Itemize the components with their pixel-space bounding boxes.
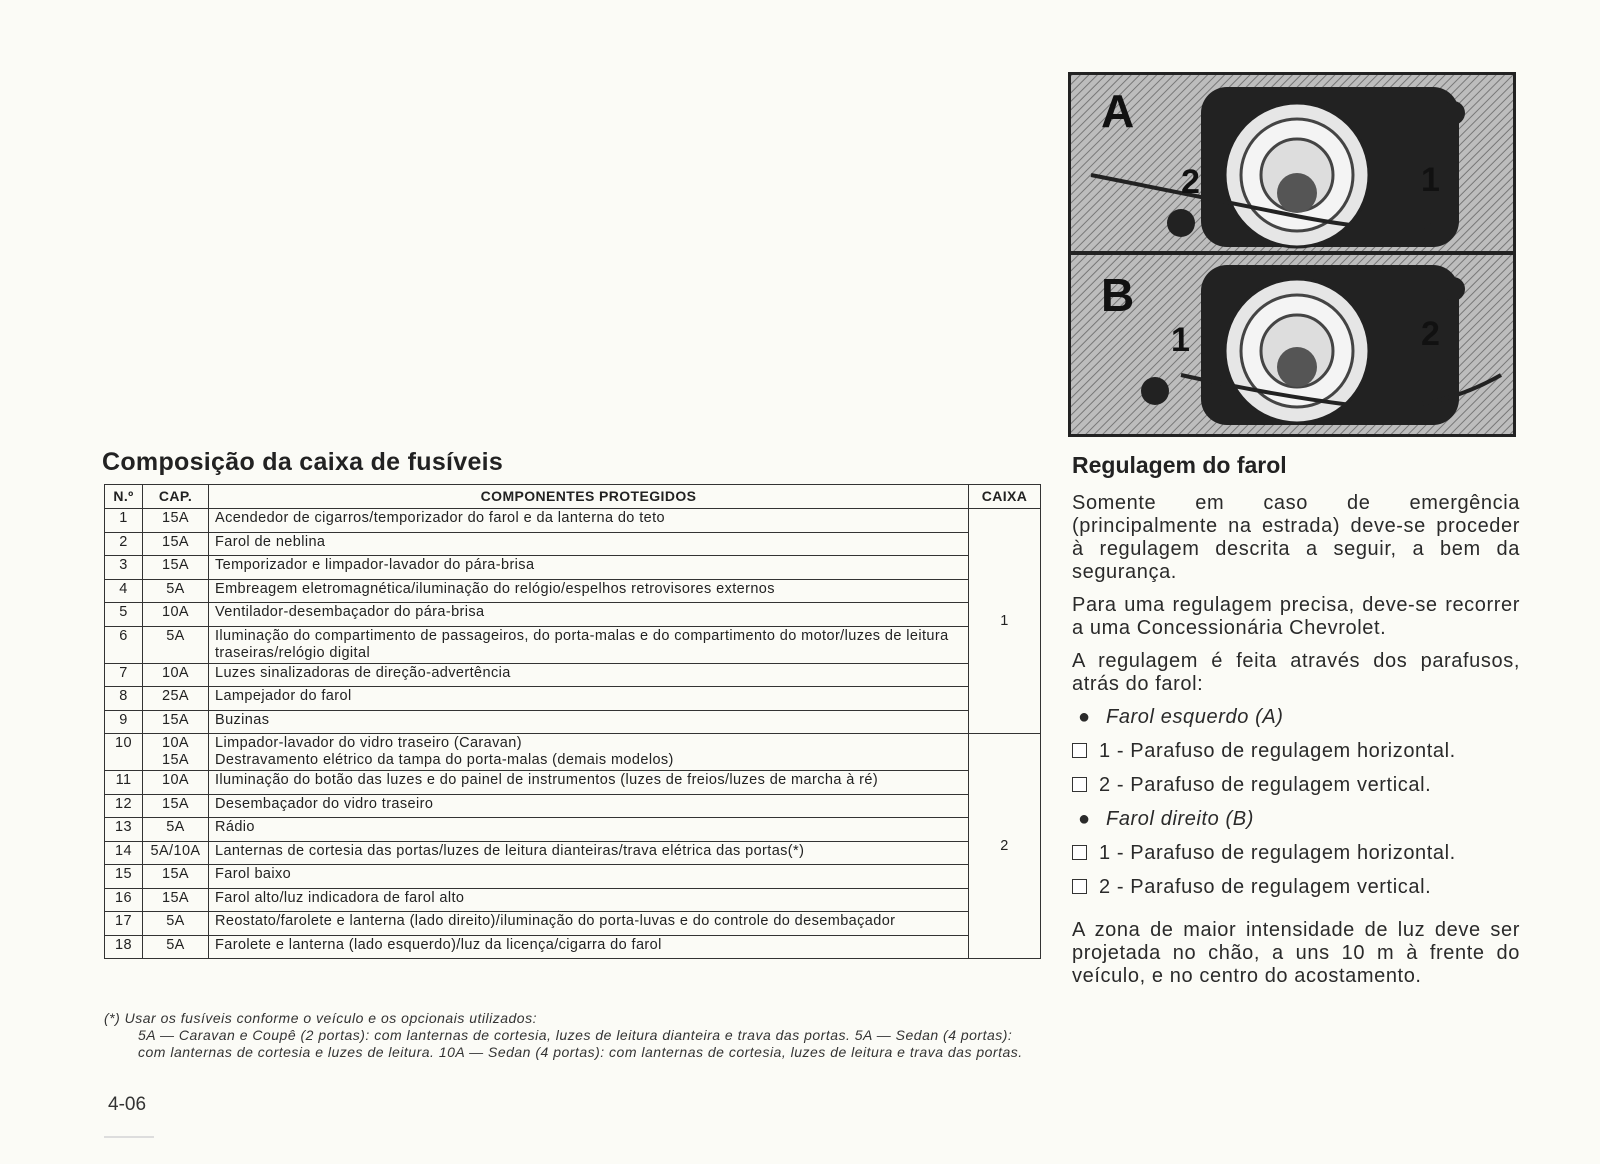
fuse-number: 11 <box>105 771 143 795</box>
fuse-components: Iluminação do botão das luzes e do painel de instrumentos (luzes de freios/luzes de marcha à ré) <box>209 771 969 795</box>
a-screw-2: 2 <box>1181 163 1200 201</box>
checkbox-icon <box>1072 879 1087 894</box>
label-b: B <box>1101 269 1135 321</box>
header-components: COMPONENTES PROTEGIDOS <box>209 485 969 509</box>
fuse-number: 8 <box>105 687 143 711</box>
fuse-number: 5 <box>105 603 143 627</box>
paragraph-dealer: Para uma regulagem precisa, deve-se recorrer a uma Concessionária Chevrolet. <box>1072 594 1520 639</box>
left-item-2: 2 - Parafuso de regulagem vertical. <box>1072 774 1520 797</box>
fuse-capacity: 10A <box>143 663 209 687</box>
fuse-components: Farol alto/luz indicadora de farol alto <box>209 888 969 912</box>
fuse-components: Desembaçador do vidro traseiro <box>209 794 969 818</box>
fuse-components: Farol baixo <box>209 865 969 889</box>
fuse-number: 10 <box>105 734 143 771</box>
fuse-number: 1 <box>105 509 143 533</box>
footnote-line-1: (*) Usar os fusíveis conforme o veículo e os opcionais utilizados: <box>104 1010 537 1026</box>
panel-b <box>1071 255 1513 434</box>
fuse-table-header <box>105 485 1041 509</box>
fuse-number: 6 <box>105 626 143 663</box>
b-screw-1: 1 <box>1171 321 1190 359</box>
fuse-components: Luzes sinalizadoras de direção-advertência <box>209 663 969 687</box>
table-row <box>105 794 1041 818</box>
fuse-capacity: 15A <box>143 532 209 556</box>
headlight-illustration <box>1068 72 1516 437</box>
table-row <box>105 710 1041 734</box>
b-screw-2: 2 <box>1421 315 1440 353</box>
fuse-capacity: 25A <box>143 687 209 711</box>
paragraph-emergency: Somente em caso de emergência (principalmente na estrada) deve-se proceder à regulagem descrita a seguir, a bem da segurança. <box>1072 492 1520 583</box>
fuse-capacity: 15A <box>143 794 209 818</box>
table-row <box>105 579 1041 603</box>
fuse-components: Farol de neblina <box>209 532 969 556</box>
fuse-capacity: 15A <box>143 509 209 533</box>
table-row <box>105 626 1041 663</box>
table-row <box>105 771 1041 795</box>
fuse-number: 18 <box>105 935 143 959</box>
fuse-box-title: Composição da caixa de fusíveis <box>102 448 504 476</box>
bullet-icon: ● <box>1078 808 1091 830</box>
fuse-capacity: 5A <box>143 626 209 663</box>
fuse-components: Iluminação do compartimento de passageiros, do porta-malas e do compartimento do motor/luzes de leitura traseiras/relógio digital <box>209 626 969 663</box>
fuse-capacity: 5A <box>143 818 209 842</box>
table-row <box>105 603 1041 627</box>
a-screw-1: 1 <box>1421 161 1440 199</box>
checkbox-icon <box>1072 777 1087 792</box>
fuse-number: 14 <box>105 841 143 865</box>
table-row <box>105 818 1041 842</box>
fuse-capacity: 15A <box>143 865 209 889</box>
fuse-capacity: 15A <box>143 556 209 580</box>
label-a: A <box>1101 85 1135 137</box>
footnote <box>104 1010 1044 1061</box>
header-capacity: CAP. <box>143 485 209 509</box>
page-number: 4-06 <box>108 1094 147 1115</box>
fuse-number: 13 <box>105 818 143 842</box>
checkbox-icon <box>1072 743 1087 758</box>
bullet-icon: ● <box>1078 706 1091 728</box>
fuse-components: Limpador-lavador do vidro traseiro (Caravan) Destravamento elétrico da tampa do porta-malas (demais modelos) <box>209 734 969 771</box>
paragraph-screws: A regulagem é feita através dos parafusos, atrás do farol: <box>1072 650 1520 695</box>
table-row <box>105 888 1041 912</box>
fuse-components: Rádio <box>209 818 969 842</box>
fuse-number: 2 <box>105 532 143 556</box>
right-headlight-heading: ● Farol direito (B) <box>1072 808 1520 831</box>
headlight-adjust-title: Regulagem do farol <box>1072 452 1287 478</box>
fuse-components: Embreagem eletromagnética/iluminação do relógio/espelhos retrovisores externos <box>209 579 969 603</box>
left-item-1: 1 - Parafuso de regulagem horizontal. <box>1072 740 1520 763</box>
left-headlight-heading: ● Farol esquerdo (A) <box>1072 706 1520 729</box>
fuse-box-1: 1 <box>969 509 1041 734</box>
table-row <box>105 556 1041 580</box>
fuse-capacity: 5A <box>143 579 209 603</box>
fuse-box-2: 2 <box>969 734 1041 959</box>
right-item-1: 1 - Parafuso de regulagem horizontal. <box>1072 842 1520 865</box>
table-row <box>105 865 1041 889</box>
fuse-number: 3 <box>105 556 143 580</box>
table-row <box>105 687 1041 711</box>
table-row <box>105 663 1041 687</box>
fuse-number: 17 <box>105 912 143 936</box>
fuse-number: 12 <box>105 794 143 818</box>
header-number: N.º <box>105 485 143 509</box>
table-row <box>105 509 1041 533</box>
footnote-line-2: 5A — Caravan e Coupê (2 portas): com lanternas de cortesia, luzes de leitura dianteira e trava das portas. 5A — Sedan (4 portas): com lanternas de cortesia e luzes de leitura. 10A — Sedan (4 portas): com lanternas de cortesia, luzes de leitura e trava das portas. <box>138 1027 1023 1060</box>
fuse-table <box>104 484 1041 959</box>
fuse-components: Lanternas de cortesia das portas/luzes de leitura dianteiras/trava elétrica das portas(*) <box>209 841 969 865</box>
fuse-components: Farolete e lanterna (lado esquerdo)/luz da licença/cigarra do farol <box>209 935 969 959</box>
fuse-capacity: 10A <box>143 771 209 795</box>
fuse-number: 16 <box>105 888 143 912</box>
fuse-number: 4 <box>105 579 143 603</box>
fuse-capacity: 5A/10A <box>143 841 209 865</box>
table-row <box>105 935 1041 959</box>
fuse-capacity: 5A <box>143 912 209 936</box>
fuse-capacity: 5A <box>143 935 209 959</box>
fuse-number: 7 <box>105 663 143 687</box>
fuse-components: Temporizador e limpador-lavador do pára-brisa <box>209 556 969 580</box>
fuse-capacity: 15A <box>143 888 209 912</box>
fuse-capacity: 10A 15A <box>143 734 209 771</box>
table-row <box>105 734 1041 771</box>
fuse-components: Ventilador-desembaçador do pára-brisa <box>209 603 969 627</box>
fuse-number: 9 <box>105 710 143 734</box>
headlight-adjust-text <box>1072 492 1520 998</box>
fuse-components: Reostato/farolete e lanterna (lado direito)/iluminação do porta-luvas e do controle do desembaçador <box>209 912 969 936</box>
right-item-2: 2 - Parafuso de regulagem vertical. <box>1072 876 1520 899</box>
table-row <box>105 912 1041 936</box>
fuse-capacity: 15A <box>143 710 209 734</box>
table-row <box>105 841 1041 865</box>
header-box: CAIXA <box>969 485 1041 509</box>
fuse-components: Acendedor de cigarros/temporizador do farol e da lanterna do teto <box>209 509 969 533</box>
panel-a <box>1071 75 1513 251</box>
table-row <box>105 532 1041 556</box>
checkbox-icon <box>1072 845 1087 860</box>
paragraph-light-zone: A zona de maior intensidade de luz deve ser projetada no chão, a uns 10 m à frente do veículo, e no centro do acostamento. <box>1072 919 1520 987</box>
fuse-table-body <box>105 509 1041 959</box>
divider <box>104 1136 154 1138</box>
fuse-components: Buzinas <box>209 710 969 734</box>
fuse-capacity: 10A <box>143 603 209 627</box>
fuse-number: 15 <box>105 865 143 889</box>
fuse-components: Lampejador do farol <box>209 687 969 711</box>
